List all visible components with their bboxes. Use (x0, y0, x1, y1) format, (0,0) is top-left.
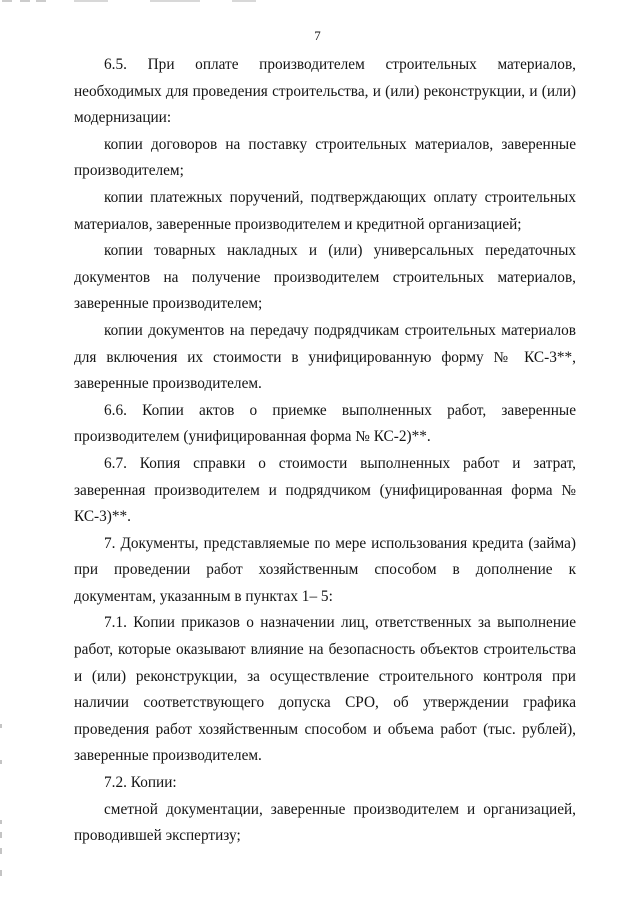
paragraph-supply-contracts: копии договоров на поставку строительных материалов, заверенные производителем; (74, 135, 576, 180)
scan-edge-marks (0, 720, 6, 900)
page-number: 7 (314, 28, 321, 43)
paragraph-payment-orders: копии платежных поручений, подтверждающих оплату строительных материалов, заверенные производителем и кредитной организацией; (74, 188, 576, 233)
paragraph-6-6: 6.6. Копии актов о приемке выполненных работ, заверенные производителем (унифицированная форма № КС-2)**. (74, 401, 576, 446)
paragraph-waybills: копии товарных накладных и (или) универсальных передаточных документов на получение производителем строительных материалов, заверенные производителем; (74, 242, 576, 313)
paragraph-7: 7. Документы, представляемые по мере использования кредита (займа) при проведении работ хозяйственным способом в дополнение к документам, указанным в пунктах 1– 5: (74, 534, 576, 605)
paragraph-6-5: 6.5. При оплате производителем строительных материалов, необходимых для проведения строительства, и (или) реконструкции, и (или) модернизации: (74, 56, 576, 127)
paragraph-transfer-documents: копии документов на передачу подрядчикам строительных материалов для включения их стоимости в унифицированную форму № КС-3**, заверенные производителем. (74, 321, 576, 393)
paragraph-estimate-documentation: сметной документации, заверенные производителем и организацией, проводившей экспертизу; (74, 800, 576, 845)
paragraph-6-7: 6.7. Копия справки о стоимости выполненных работ и затрат, заверенная производителем и подрядчиком (унифицированная форма № КС-3)**. (74, 454, 576, 526)
document-body (74, 52, 576, 850)
paragraph-7-2: 7.2. Копии: (104, 774, 177, 792)
scan-top-marks (0, 0, 635, 6)
paragraph-7-1: 7.1. Копии приказов о назначении лиц, ответственных за выполнение работ, которые оказывают влияние на безопасность объектов строительства и (или) реконструкции, за осуществление строительного контроля при наличии соответствующего допуска СРО, об утверждении графика проведения работ хозяйственным способом и объема работ (тыс. рублей), заверенные производителем. (74, 614, 576, 765)
